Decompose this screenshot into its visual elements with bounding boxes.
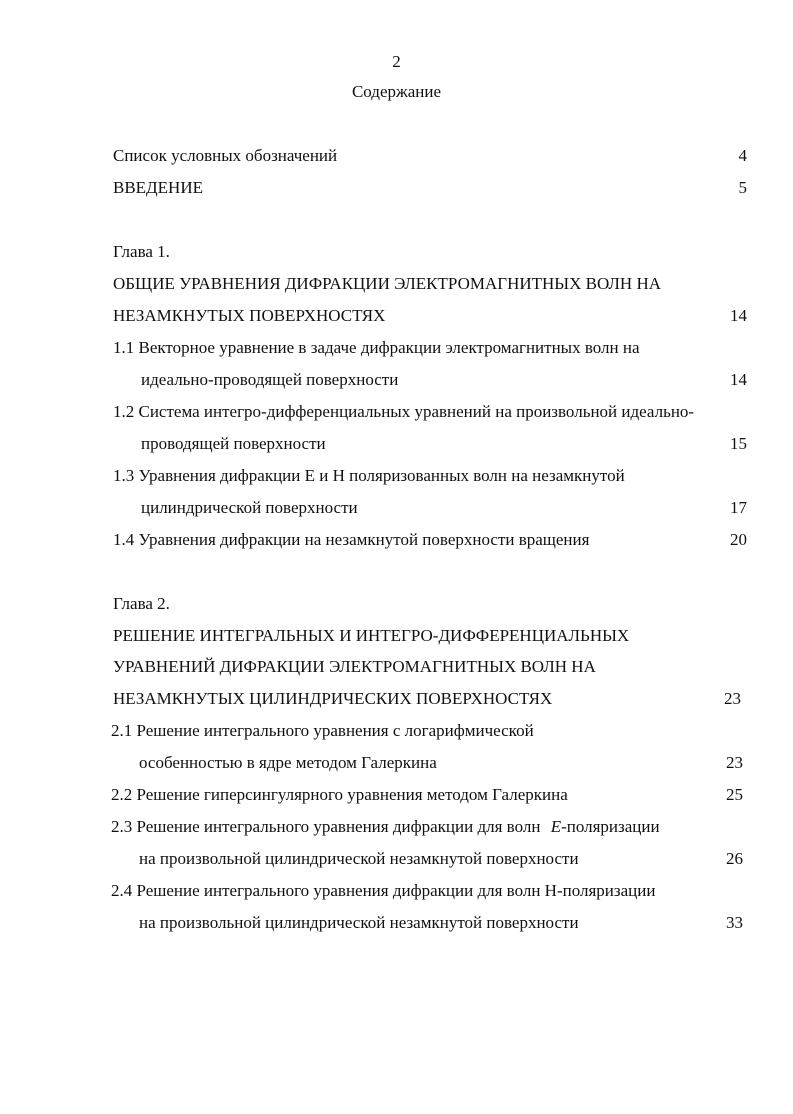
e-polarization-symbol: E — [550, 817, 562, 836]
section-1-2-page: 15 — [730, 434, 747, 453]
chapter1-title-line2[interactable]: НЕЗАМКНУТЫХ ПОВЕРХНОСТЯХ — [113, 306, 386, 325]
section-1-3-page: 17 — [730, 498, 747, 517]
toc-page-symbols: 4 — [738, 146, 747, 165]
section-1-2-line1[interactable]: 1.2 Система интегро-дифференциальных уравнений на произвольной идеально- — [113, 402, 695, 421]
section-1-1-line1[interactable]: 1.1 Векторное уравнение в задаче дифракции электромагнитных волн на — [113, 338, 640, 357]
section-1-2-line2[interactable]: проводящей поверхности — [141, 434, 326, 453]
page-title: Содержание — [351, 82, 442, 101]
section-2-1-line2[interactable]: особенностью в ядре методом Галеркина — [139, 753, 437, 772]
toc-page-introduction: 5 — [738, 178, 747, 197]
section-1-1-page: 14 — [730, 370, 747, 389]
chapter2-title-line3[interactable]: НЕЗАМКНУТЫХ ЦИЛИНДРИЧЕСКИХ ПОВЕРХНОСТЯХ — [113, 689, 553, 708]
section-2-2-line1[interactable]: 2.2 Решение гиперсингулярного уравнения методом Галеркина — [111, 785, 568, 804]
chapter1-label: Глава 1. — [113, 242, 170, 261]
section-2-3-line2[interactable]: на произвольной цилиндрической незамкнутой поверхности — [139, 849, 579, 868]
chapter1-title-line1[interactable]: ОБЩИЕ УРАВНЕНИЯ ДИФРАКЦИИ ЭЛЕКТРОМАГНИТНЫХ ВОЛН НА — [113, 274, 662, 293]
chapter2-label: Глава 2. — [113, 594, 170, 613]
section-2-1-page: 23 — [726, 753, 743, 772]
chapter2-title-line2[interactable]: УРАВНЕНИЙ ДИФРАКЦИИ ЭЛЕКТРОМАГНИТНЫХ ВОЛН НА — [113, 657, 596, 676]
section-1-4-line1[interactable]: 1.4 Уравнения дифракции на незамкнутой поверхности вращения — [113, 530, 590, 549]
section-1-1-line2[interactable]: идеально-проводящей поверхности — [141, 370, 399, 389]
section-2-1-line1[interactable]: 2.1 Решение интегрального уравнения с логарифмической — [111, 721, 534, 740]
chapter1-page: 14 — [730, 306, 747, 325]
section-2-4-page: 33 — [726, 913, 743, 932]
section-1-3-line1[interactable]: 1.3 Уравнения дифракции Е и Н поляризованных волн на незамкнутой — [113, 466, 625, 485]
section-2-3-page: 26 — [726, 849, 743, 868]
section-2-4-line1[interactable]: 2.4 Решение интегрального уравнения дифракции для волн Н-поляризации — [111, 881, 656, 900]
section-2-2-page: 25 — [726, 785, 743, 804]
section-1-3-line2[interactable]: цилиндрической поверхности — [141, 498, 358, 517]
chapter2-page: 23 — [724, 689, 741, 708]
toc-entry-introduction[interactable]: ВВЕДЕНИЕ — [113, 178, 203, 197]
section-2-3-text: 2.3 Решение интегрального уравнения дифракции для волн — [111, 817, 541, 836]
section-2-3-line1[interactable] — [111, 817, 660, 837]
toc-entry-symbols[interactable]: Список условных обозначений — [113, 146, 338, 165]
section-2-3-suffix: -поляризации — [561, 817, 660, 836]
chapter2-title-line1[interactable]: РЕШЕНИЕ ИНТЕГРАЛЬНЫХ И ИНТЕГРО-ДИФФЕРЕНЦИАЛЬНЫХ — [113, 626, 630, 645]
section-2-4-line2[interactable]: на произвольной цилиндрической незамкнутой поверхности — [139, 913, 579, 932]
section-1-4-page: 20 — [730, 530, 747, 549]
page-number: 2 — [392, 52, 401, 71]
